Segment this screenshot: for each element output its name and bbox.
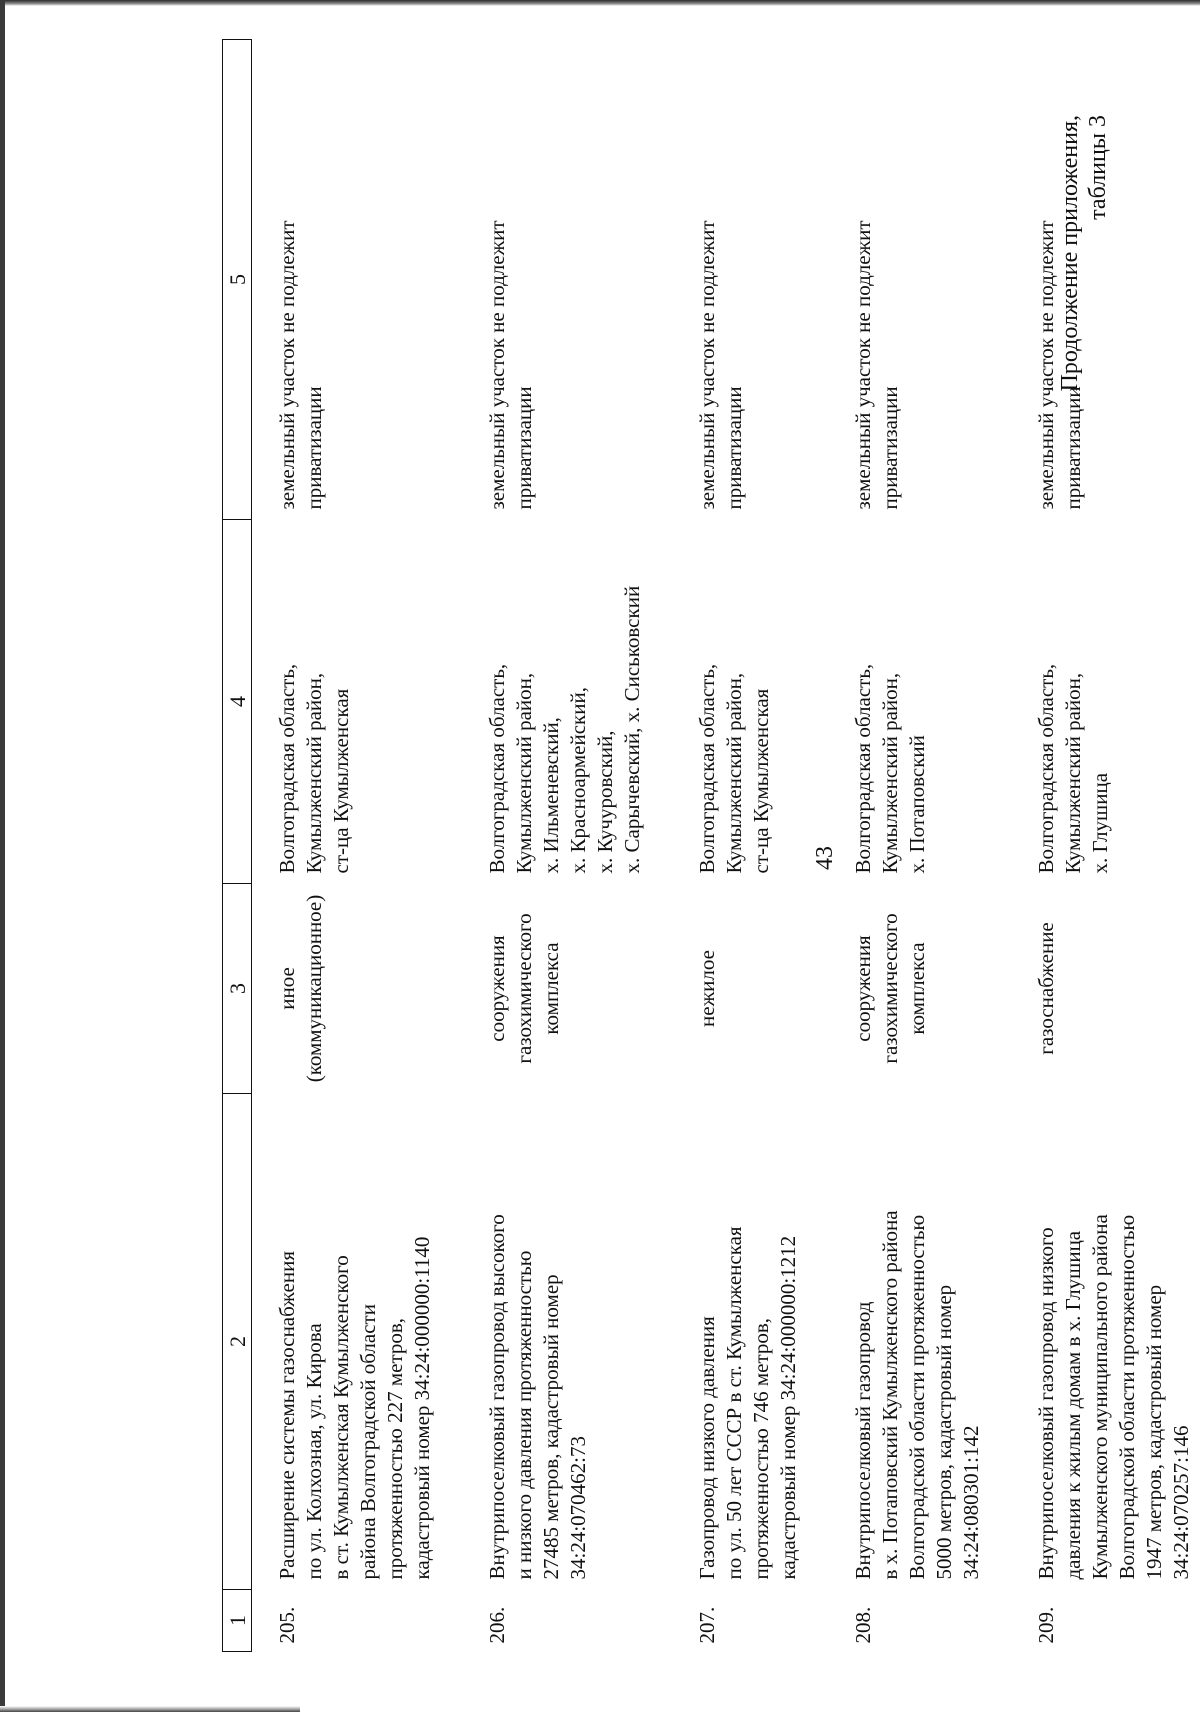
object-name-cell [672,1094,828,1590]
table-body [252,40,1200,1652]
cell-line: земельный участок не подлежит [1034,220,1058,510]
row-number-cell: 206. [485,1606,509,1644]
cell-line: х. Ильменевский, [539,717,563,874]
cell-line: в ст. Кумылженская Кумылженского [329,1255,353,1580]
table-row [1011,40,1200,1652]
cell-line: Волгоградская область, [1034,663,1058,874]
column-header: 1 [223,1590,252,1652]
row-number-cell: 205. [275,1606,299,1644]
cell-line: Волгоградская область, [485,663,509,874]
purpose-cell [828,884,1011,1094]
cell-line: сооружения [851,935,875,1042]
cell-line: Внутрипоселковый газопровод высокого [485,1214,509,1580]
cell-line: Волгоградской области протяженностью [905,1214,929,1580]
cell-line: газохимического [512,913,536,1064]
row-number-cell: 207. [695,1606,719,1644]
registry-table [222,39,1200,1652]
cell-line: Внутрипоселковый газопровод [851,1301,875,1580]
cell-line: земельный участок не подлежит [851,220,875,510]
column-header: 2 [223,1094,252,1590]
object-name-cell [252,1094,463,1590]
cell-line: в х. Потаповский Кумылженского района [878,1210,902,1580]
column-header: 4 [223,520,252,884]
cell-line: Кумылженский район, [512,672,536,874]
address-cell [252,520,463,884]
cell-line: района Волгоградской области [356,1304,380,1580]
purpose-cell [672,884,828,1094]
object-name-cell [1011,1094,1200,1590]
cell-line: 34:24:070257:146 [1169,1425,1193,1580]
cell-line: Внутрипоселковый газопровод низкого [1034,1227,1058,1580]
cell-line: приватизации [1061,386,1085,510]
table-row [462,40,672,1652]
cell-line: 5000 метров, кадастровый номер [932,1284,956,1580]
row-number-cell: 209. [1034,1606,1058,1644]
cell-line: (коммуникационное) [302,894,326,1083]
cell-line: по ул. Колхозная, ул. Кирова [302,1323,326,1580]
cell-line: нежилое [695,950,719,1027]
cell-line: Кумылженский район, [878,672,902,874]
page-number: 43 [812,846,838,870]
cell-line: ст-ца Кумылженская [749,688,773,874]
cell-line: 34:24:080301:142 [959,1425,983,1580]
cell-line: Кумылженский район, [1061,672,1085,874]
header-row [223,40,252,1652]
row-number-cell: 208. [851,1606,875,1644]
continuation-line: таблицы 3 [1085,115,1111,220]
cell-line: сооружения [485,935,509,1042]
address-cell [462,520,672,884]
cell-line: Волгоградская область, [275,663,299,874]
cell-line: ст-ца Кумылженская [329,688,353,874]
cell-line: х. Красноармейский, [566,687,590,874]
cell-line: газохимического [878,913,902,1064]
note-cell [672,40,828,520]
note-cell [1011,40,1200,520]
cell-line: давления к жилым домам в х. Глушица [1061,1230,1085,1580]
cell-line: кадастровый номер 34:24:000000:1140 [410,1236,434,1580]
note-cell [462,40,672,520]
column-header: 5 [223,40,252,520]
table-row [672,40,828,1652]
cell-line: 1947 метров, кадастровый номер [1142,1284,1166,1580]
purpose-cell [1011,884,1200,1094]
table-row [828,40,1011,1652]
cell-line: комплекса [539,942,563,1035]
cell-line: Кумылженский район, [722,672,746,874]
cell-line: иное [275,967,299,1010]
purpose-cell [462,884,672,1094]
continuation-line: Продолжение приложения, [1057,115,1083,392]
address-cell [1011,520,1200,884]
cell-line: 27485 метров, кадастровый номер [539,1274,563,1580]
cell-line: Кумылженский район, [302,672,326,874]
column-header: 3 [223,884,252,1094]
cell-line: земельный участок не подлежит [695,220,719,510]
cell-line: приватизации [722,386,746,510]
purpose-cell [252,884,463,1094]
cell-line: земельный участок не подлежит [275,220,299,510]
cell-line: х. Сарычевский, х. Сиськовский [620,585,644,874]
cell-line: газоснабжение [1034,922,1058,1055]
cell-line: кадастровый номер 34:24:000000:1212 [776,1235,800,1580]
cell-line: Волгоградская область, [851,663,875,874]
address-cell [828,520,1011,884]
cell-line: Расширение системы газоснабжения [275,1251,299,1580]
cell-line: приватизации [512,386,536,510]
cell-line: х. Глушица [1088,772,1112,874]
cell-line: и низкого давления протяженностью [512,1250,536,1580]
cell-line: земельный участок не подлежит [485,220,509,510]
cell-line: х. Потаповский [905,735,929,874]
cell-line: 34:24:070462:73 [566,1435,590,1580]
cell-line: Газопровод низкого давления [695,1316,719,1580]
cell-line: по ул. 50 лет СССР в ст. Кумылженская [722,1226,746,1580]
cell-line: х. Кучуровский, [593,730,617,874]
address-cell [672,520,828,884]
cell-line: Кумылженского муниципального района [1088,1214,1112,1580]
object-name-cell [462,1094,672,1590]
cell-line: приватизации [302,386,326,510]
note-cell [828,40,1011,520]
cell-line: Волгоградская область, [695,663,719,874]
object-name-cell [828,1094,1011,1590]
cell-line: Волгоградской области протяженностью [1115,1214,1139,1580]
note-cell [252,40,463,520]
cell-line: протяженностью 227 метров, [383,1317,407,1580]
cell-line: приватизации [878,386,902,510]
table-row [252,40,463,1652]
cell-line: комплекса [905,942,929,1035]
cell-line: протяженностью 746 метров, [749,1317,773,1580]
